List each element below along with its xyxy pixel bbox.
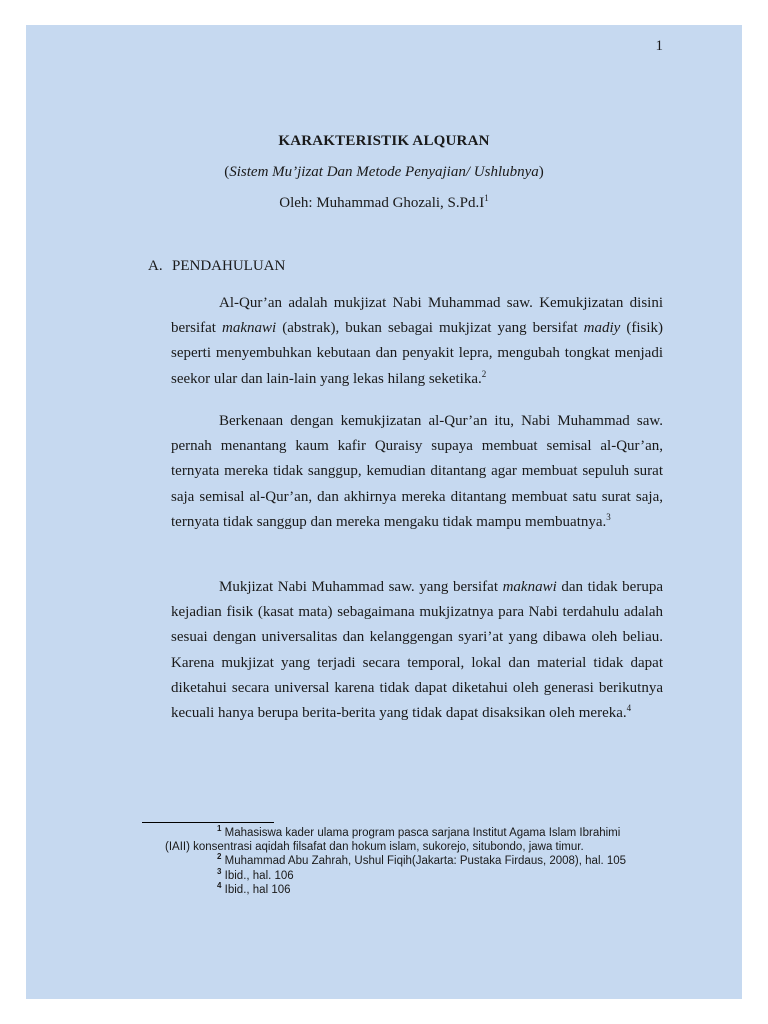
footnote-num: 3: [217, 866, 222, 876]
section-letter: A.: [148, 258, 163, 274]
footnote-4: [165, 880, 627, 897]
footnote-num: 4: [217, 880, 222, 890]
footnote-1: [165, 826, 627, 854]
subtitle-close: ): [538, 164, 544, 180]
footnote-ref-1[interactable]: 1: [484, 193, 489, 203]
subtitle-italic: Sistem Mu’jizat Dan Metode Penyajian/ Ushlubnya: [229, 164, 539, 180]
footnote-separator: [142, 822, 274, 823]
section-heading: [148, 258, 285, 275]
footnote-3: [165, 866, 627, 883]
p1-italic-2: madiy: [583, 320, 621, 337]
paragraph-2: [171, 409, 663, 535]
document-subtitle: [26, 164, 742, 181]
p1-text-3: (fisik) seperti menyembuhkan kebutaan dan penyakit lepra, mengubah tongkat menjadi seekor ular dan lain-lain yang lekas hilang seketika.: [171, 320, 663, 387]
p3-italic-1: maknawi: [502, 579, 557, 595]
section-title: PENDAHULUAN: [172, 258, 286, 274]
footnotes: [165, 826, 627, 897]
footnote-num: 1: [217, 824, 222, 834]
footnote-text: Ibid., hal. 106: [221, 869, 294, 882]
paragraph-1: [171, 291, 663, 392]
footnote-text: Ibid., hal 106: [221, 883, 291, 896]
author-text: Oleh: Muhammad Ghozali, S.Pd.I: [279, 195, 485, 211]
document-title: KARAKTERISTIK ALQURAN: [278, 133, 490, 149]
p3-text-1: Mukjizat Nabi Muhammad saw. yang bersifat: [219, 579, 503, 595]
footnote-num: 2: [217, 852, 222, 862]
footnote-text: Muhammad Abu Zahrah, Ushul Fiqih(Jakarta: Pustaka Firdaus, 2008), hal. 105: [221, 855, 627, 868]
footnote-ref-4[interactable]: 4: [626, 703, 632, 714]
paragraph-3: [171, 575, 663, 726]
footnote-2: [165, 854, 627, 868]
p3-text-2: dan tidak berupa kejadian fisik (kasat mata) sebagaimana mukjizatnya para Nabi terdahulu adalah sesuai dengan universalitas dan kelanggengan syari’at yang dibawa oleh beliau. Karena mukjizat yang terjadi secara temporal, lokal dan material tidak dapat diketahui secara universal karena tidak dapat diketahui oleh generasi berikutnya kecuali hanya berupa berita-berita yang tidak dapat disaksikan oleh mereka.: [171, 579, 663, 722]
footnote-ref-2[interactable]: 2: [481, 368, 487, 379]
p2-text-1: Berkenaan dengan kemukjizatan al-Qur’an itu, Nabi Muhammad saw. pernah menantang kaum kafir Quraisy supaya membuat semisal al-Qur’an, ternyata mereka tidak sanggup,: [171, 413, 663, 480]
page-number: 1: [655, 38, 663, 54]
footnote-text: Mahasiswa kader ulama program pasca sarjana Institut Agama Islam Ibrahimi (IAII) konsentrasi aqidah filsafat dan hokum islam, sukorejo, situbondo, jawa timur.: [165, 827, 621, 854]
footnote-ref-3[interactable]: 3: [606, 511, 611, 522]
author-line: [26, 195, 742, 212]
p1-text-2: (abstrak), bukan sebagai mukjizat yang bersifat: [276, 320, 584, 337]
document-page: [26, 25, 742, 999]
p1-italic-1: maknawi: [222, 320, 277, 337]
p1-text-1: Al-Qur’an adalah mukjizat Nabi Muhammad saw. Kemukjizatan disini bersifat: [171, 295, 663, 337]
p2-text-2: kemudian ditantang agar membuat sepuluh surat saja semisal al-Qur’an, dan akhirnya mereka ditantang membuat satu surat saja, ternyata tidak sanggup dan mereka mengaku tidak mampu membuatnya.: [171, 463, 663, 530]
subtitle-open: (: [224, 164, 230, 180]
